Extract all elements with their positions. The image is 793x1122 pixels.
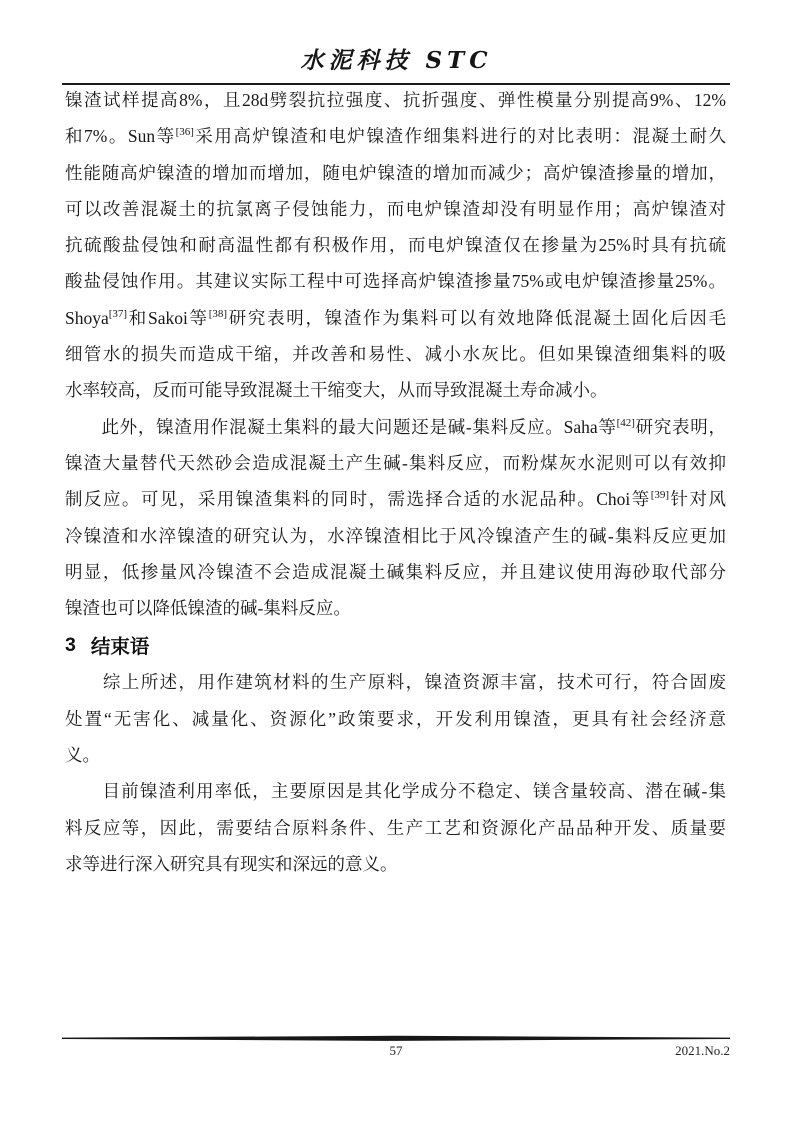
issue-number: 2021.No.2 [675,1043,730,1058]
reference-superscript: [38] [208,307,228,320]
body-line: 处置“无害化、减量化、资源化”政策要求，开发利用镍渣，更具有社会经济意 [65,708,726,729]
body-line: 镍渣试样提高8%，且28d劈裂抗拉强度、抗折强度、弹性模量分别提高9%、12% [65,90,726,110]
body-line: 义。 [65,745,100,766]
body-line: 目前镍渣利用率低，主要原因是其化学成分不稳定、镁含量较高、潜在碱-集 [65,781,726,802]
body-line: 明显，低掺量风冷镍渣不会造成混凝土碱集料反应，并且建议使用海砂取代部分 [65,561,726,582]
section-heading [65,626,726,664]
body-line: 细管水的损失而造成干缩，并改善和易性、减小水灰比。但如果镍渣细集料的吸 [65,344,726,365]
page-number: 57 [389,1043,403,1058]
body-line: 冷镍渣和水淬镍渣的研究认为，水淬镍渣相比于风冷镍渣产生的碱-集料反应更加 [65,525,726,546]
body-line: 料反应等，因此，需要结合原料条件、生产工艺和资源化产品品种开发、质量要 [65,817,726,838]
section-title: 结束语 [90,636,150,659]
body-line: 水率较高，反而可能导致混凝土干缩变大，从而导致混凝土寿命减小。 [65,380,608,401]
reference-superscript: [42] [616,416,635,429]
body-line: 此外，镍渣用作混凝土集料的最大问题还是碱-集料反应。Saha等[42]研究表明， [65,416,726,437]
body-line: 抗硫酸盐侵蚀和耐高温性都有积极作用，而电炉镍渣仅在掺量为25%时具有抗硫 [65,235,726,256]
journal-title: 水泥科技 STC [300,47,493,74]
body-line: 可以改善混凝土的抗氯离子侵蚀能力，而电炉镍渣却没有明显作用；高炉镍渣对 [65,198,726,219]
body-line: 酸盐侵蚀作用。其建议实际工程中可选择高炉镍渣掺量75%或电炉镍渣掺量25%。 [65,271,726,292]
reference-superscript: [39] [650,489,670,502]
body-line: 综上所述，用作建筑材料的生产原料，镍渣资源丰富，技术可行，符合固废 [65,672,726,693]
reference-superscript: [37] [108,307,128,320]
body-line: 镍渣也可以降低镍渣的碱-集料反应。 [65,598,351,619]
body-line: 性能随高炉镍渣的增加而增加，随电炉镍渣的增加而减少；高炉镍渣掺量的增加， [65,162,726,183]
reference-superscript: [36] [175,126,194,139]
section-number: 3 [65,633,76,656]
body-line: 求等进行深入研究具有现实和深远的意义。 [65,853,398,874]
footer-row [62,1043,730,1061]
body-line: 镍渣大量替代天然砂会造成混凝土产生碱-集料反应，而粉煤灰水泥则可以有效抑 [65,452,726,473]
article-body [65,82,726,882]
page-footer [62,1035,730,1061]
body-line: 制反应。可见，采用镍渣集料的同时，需选择合适的水泥品种。Choi等[39]针对风 [65,489,726,510]
body-line: 和7%。Sun等[36]采用高炉镍渣和电炉镍渣作细集料进行的对比表明：混凝土耐久 [65,126,726,147]
body-line: Shoya[37]和Sakoi等[38]研究表明，镍渣作为集料可以有效地降低混凝土固化后因毛 [65,307,726,328]
footer-tapered-rule [62,1035,730,1042]
